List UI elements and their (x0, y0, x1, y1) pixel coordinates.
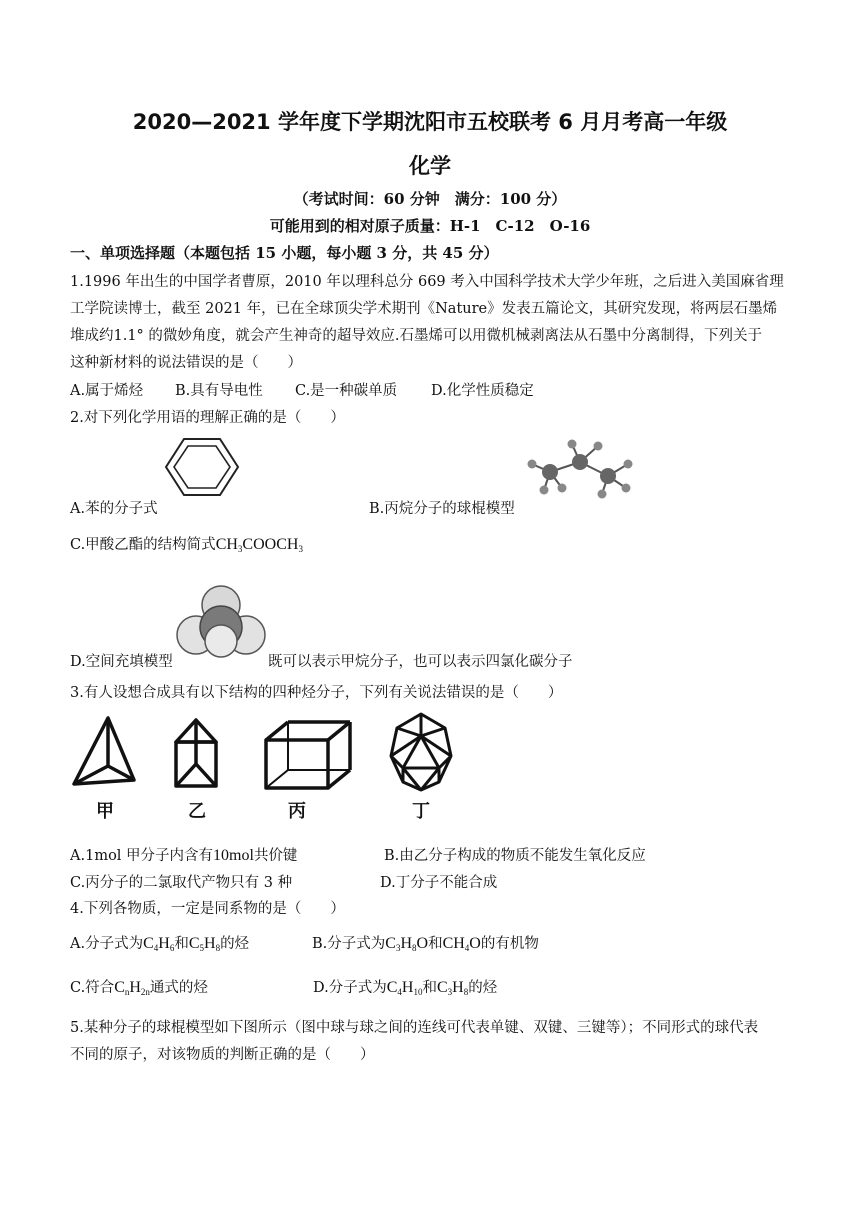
q4-stem: 4.下列各物质，一定是同系物的是（ ） (70, 901, 345, 917)
exam-info: （考试时间：60 分钟 满分：100 分） (293, 190, 567, 208)
q4-option-b-suffix: 的有机物 (480, 936, 539, 952)
q4-option-a-suffix: 的烃 (220, 936, 250, 952)
section-heading: 一、单项选择题（本题包括 15 小题，每小题 3 分，共 45 分） (70, 244, 499, 262)
space-filling-model-figure (176, 581, 266, 661)
q4-option-a (70, 932, 249, 953)
q4-option-d-suffix: 的烃 (468, 980, 498, 996)
q1-line-2: 工学院读博士，截至 2021 年，已在全球顶尖学术期刊《Nature》发表五篇论文，其研究发现，将两层石墨烯 (70, 301, 778, 317)
q4-formula-cnh2n: $C_nH_{2n}$ (114, 979, 150, 997)
q1-option-c: C.是一种碳单质 (295, 383, 398, 399)
q4-option-c-suffix: 通式的烃 (149, 980, 208, 996)
q3-option-c: C.丙分子的二氯取代产物只有 3 种 (70, 875, 293, 891)
q1-option-b: B.具有导电性 (175, 383, 263, 399)
figure-label-ding: 丁 (412, 801, 430, 822)
q5-line-2: 不同的原子，对该物质的判断正确的是（ ） (70, 1047, 375, 1063)
figure-label-bing: 丙 (288, 801, 306, 822)
q4-formula-c3h8: $C_3H_8$ (436, 979, 469, 997)
q1-option-a: A.属于烯烃 (70, 383, 144, 399)
q4-option-b-text: B.分子式为 (312, 936, 386, 952)
q2-formula-ethyl-formate: $CH_3COOCH_3$ (215, 536, 303, 554)
q2-option-d-rest: 既可以表示甲烷分子，也可以表示四氯化碳分子 (268, 654, 573, 670)
q1-line-3: 堆成约1.1° 的微妙角度，就会产生神奇的超导效应.石墨烯可以用微机械剥离法从石墨中分离制得，下列关于 (70, 328, 763, 344)
figure-label-yi: 乙 (188, 801, 206, 822)
q4-formula-ch4o: $CH_4O$ (442, 935, 481, 953)
q4-formula-c5h8: $C_5H_8$ (188, 935, 221, 953)
q2-option-d: D.空间充填模型 (70, 654, 173, 670)
q4-option-a-text: A.分子式为 (70, 936, 144, 952)
q3-option-a-text: 1mol 甲分子内含有 (85, 848, 214, 864)
q4-option-d-text: D.分子式为 (313, 980, 387, 996)
q4-option-a-and: 和 (174, 936, 189, 952)
q2-option-c (70, 533, 303, 554)
q2-stem: 2.对下列化学用语的理解正确的是（ ） (70, 410, 345, 426)
q4-option-b (312, 932, 539, 953)
q4-option-d-and: 和 (422, 980, 437, 996)
q2-option-b: B.丙烷分子的球棍模型 (369, 501, 515, 517)
q2-option-a: A.苯的分子式 (70, 501, 158, 517)
q3-option-a-letter: A. (70, 848, 86, 864)
atomic-mass-line: 可能用到的相对原子质量：H-1 C-12 O-16 (269, 217, 591, 235)
q4-option-c (70, 976, 208, 997)
q4-option-d (313, 976, 497, 997)
q3-option-d: D.丁分子不能合成 (380, 875, 498, 891)
q4-formula-c4h6: $C_4H_6$ (143, 935, 175, 953)
q4-option-b-and: 和 (428, 936, 443, 952)
exam-title: 2020—2021 学年度下学期沈阳市五校联考 6 月月考高一年级 (132, 110, 728, 134)
q2-option-c-text: C.甲酸乙酯的结构简式 (70, 537, 216, 553)
q4-formula-c4h10: $C_4H_{10}$ (386, 979, 423, 997)
q4-formula-c3h8o: $C_3H_8O$ (385, 935, 429, 953)
q3-option-a-amount: 10mol (213, 847, 254, 864)
benzene-ring-figure (162, 436, 242, 498)
figure-label-jia: 甲 (96, 801, 114, 822)
subject-title: 化学 (409, 154, 451, 178)
q3-option-a-suffix: 共价键 (253, 848, 298, 864)
q4-option-c-text: C.符合 (70, 980, 115, 996)
q1-line-4: 这种新材料的说法错误的是（ ） (70, 355, 302, 371)
four-hydrocarbon-figures (68, 706, 468, 830)
q3-option-a (70, 844, 297, 865)
q5-line-1: 5.某种分子的球棍模型如下图所示（图中球与球之间的连线可代表单键、双键、三键等）；不同形式的球代表 (70, 1020, 759, 1036)
q3-stem: 3.有人设想合成具有以下结构的四种烃分子，下列有关说法错误的是（ ） (70, 685, 563, 701)
q3-option-b: B.由乙分子构成的物质不能发生氧化反应 (384, 848, 646, 864)
q1-option-d: D.化学性质稳定 (431, 383, 534, 399)
q1-line-1: 1.1996 年出生的中国学者曹原，2010 年以理科总分 669 考入中国科学技术大学少年班，之后进入美国麻省理 (70, 274, 784, 290)
propane-ball-stick-figure (520, 436, 640, 502)
